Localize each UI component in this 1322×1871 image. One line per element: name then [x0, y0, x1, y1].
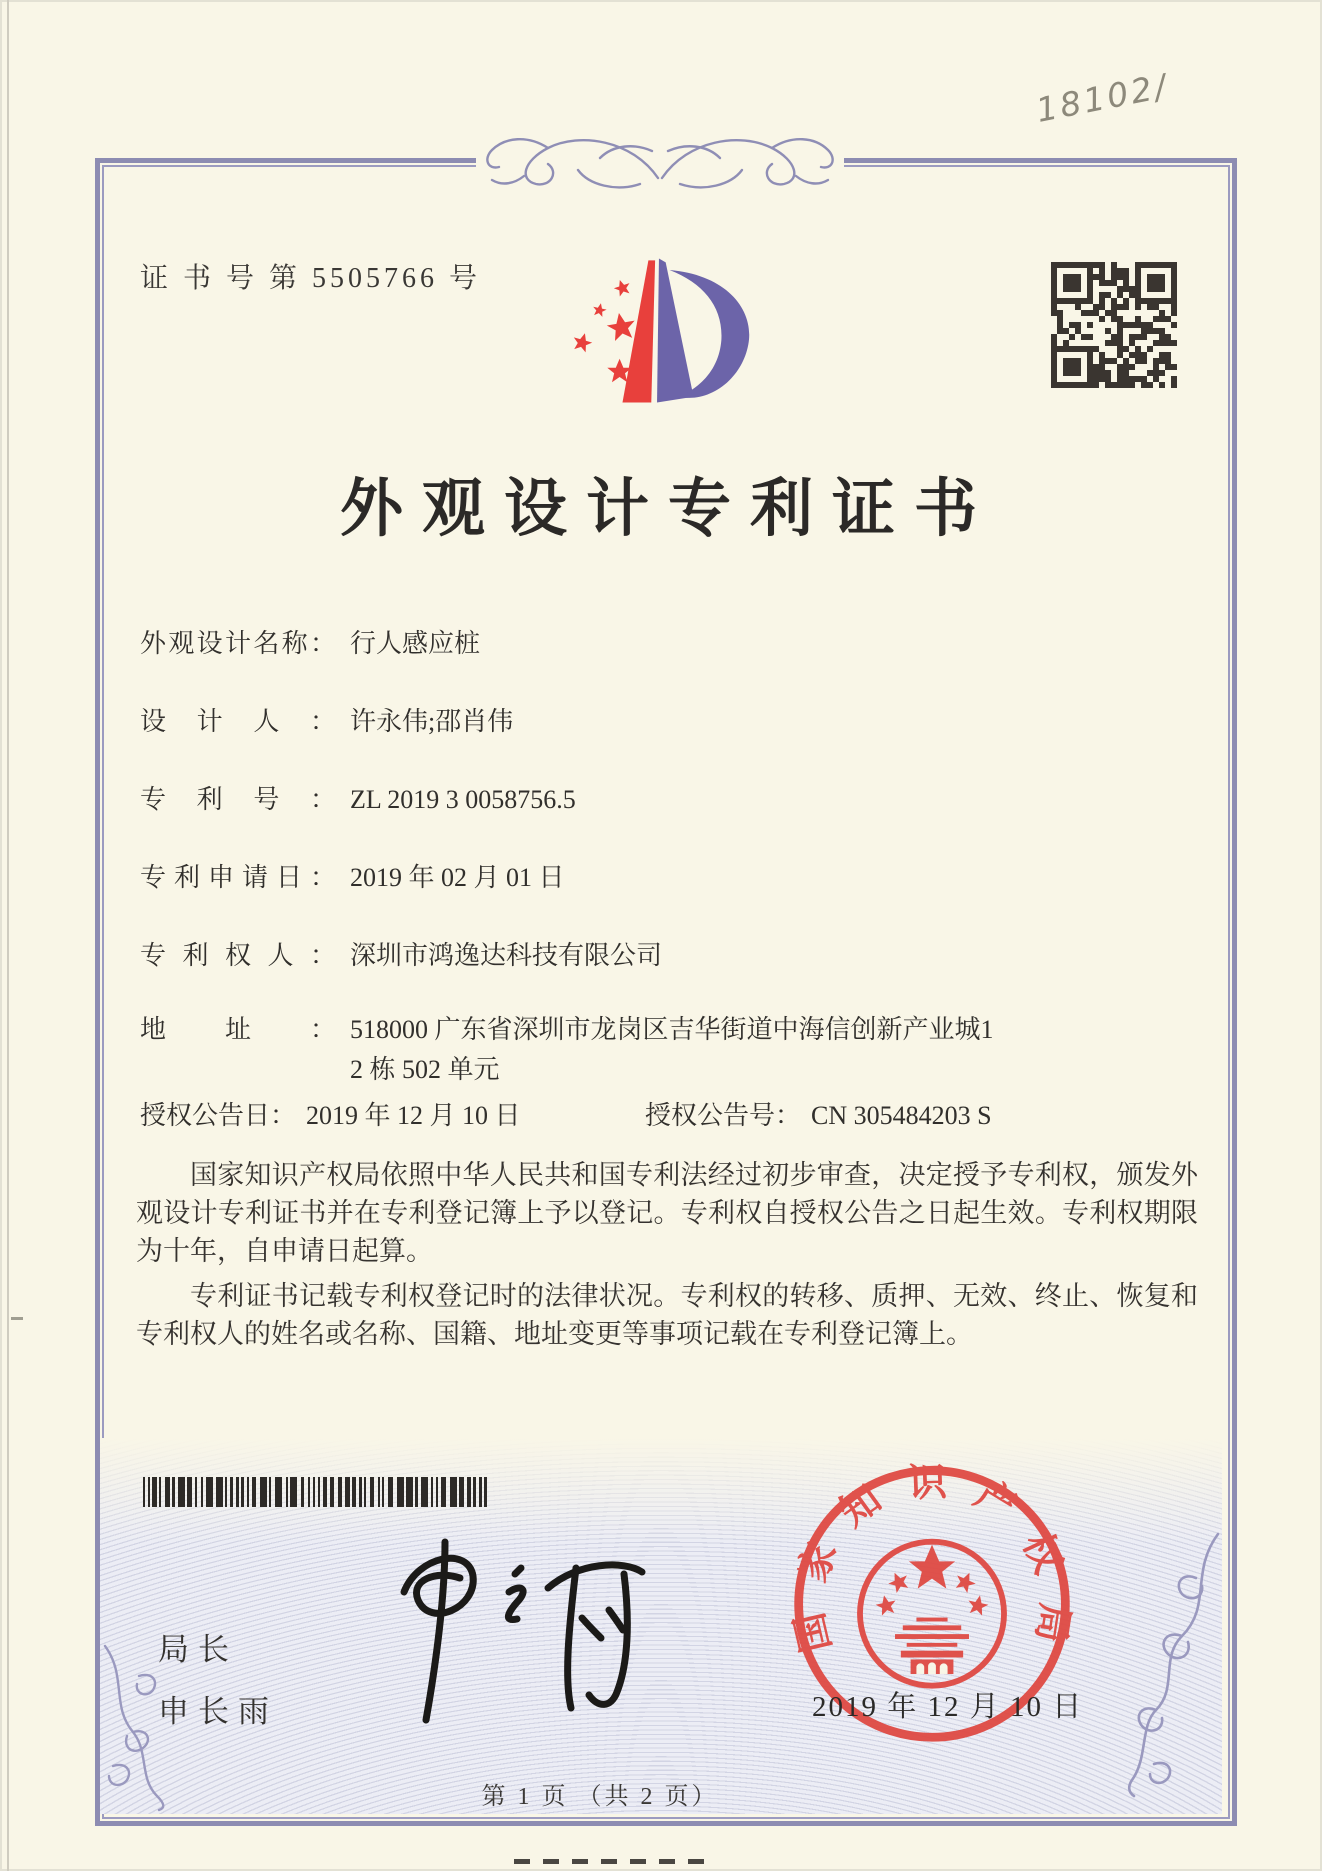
field-value: 深圳市鸿逸达科技有限公司 [350, 941, 663, 970]
certificate-title: 外观设计专利证书 [340, 474, 996, 544]
field-patent-number [140, 780, 576, 820]
scan-paper-edge [7, 0, 9, 1871]
field-label: 外观设计名称： [140, 629, 336, 658]
bottom-left-corner-flourish [99, 1636, 191, 1812]
seal-date: 2019 年 12 月 10 日 [812, 1691, 1084, 1723]
seal-ring-text: 国家知识产权局 [788, 1461, 1077, 1657]
bottom-edge-cutoff-text-fragment [514, 1859, 712, 1864]
certificate-number-line: 证 书 号 第 5505766 号 [140, 263, 482, 294]
field-designer [140, 702, 513, 742]
field-label: 专利权人： [140, 941, 336, 970]
field-label: 地址： [140, 1015, 336, 1044]
logo-stars [571, 277, 638, 382]
barcode [143, 1477, 501, 1507]
field-design-name [140, 624, 480, 664]
field-value: 行人感应桩 [350, 629, 481, 658]
field-grant-number [645, 1096, 992, 1136]
field-value: CN 305484203 S [811, 1101, 992, 1130]
scan-mark [11, 1317, 23, 1320]
legal-paragraph-2: 专利证书记载专利权登记时的法律状况。专利权的转移、质押、无效、终止、恢复和专利权人的姓名或名称、国籍、地址变更等事项记载在专利登记簿上。 [136, 1281, 1198, 1349]
top-border-flourish-ornament [428, 118, 892, 214]
field-label: 专利号： [140, 785, 336, 814]
legal-paragraph-1: 国家知识产权局依照中华人民共和国专利法经过初步审查，决定授予专利权，颁发外观设计专利证书并在专利登记簿上予以登记。专利权自授权公告之日起生效。专利权期限为十年，自申请日起算。 [136, 1160, 1198, 1266]
field-value: 2019 年 12 月 10 日 [306, 1101, 521, 1130]
field-value: ZL 2019 3 0058756.5 [350, 785, 576, 814]
field-label: 设计人： [140, 707, 336, 736]
field-filing-date [140, 858, 565, 898]
field-grant-row [140, 1096, 1200, 1136]
field-value: 许永伟;邵肖伟 [350, 707, 514, 736]
cnipa-logo [562, 250, 754, 410]
field-label: 专利申请日： [140, 863, 336, 892]
field-value: 2019 年 02 月 01 日 [350, 863, 565, 892]
field-value-line2: 2 栋 502 单元 [350, 1055, 500, 1084]
signatory-title: 局长 [158, 1632, 238, 1667]
qr-code [1051, 262, 1177, 388]
handwritten-archive-number: 18102/ [1032, 65, 1173, 130]
bottom-right-corner-flourish [1126, 1528, 1224, 1812]
page-indicator: 第 1 页 （共 2 页） [481, 1784, 719, 1810]
field-label: 授权公告号： [645, 1101, 802, 1130]
field-value-line1: 518000 广东省深圳市龙岗区吉华街道中海信创新产业城1 [350, 1015, 994, 1044]
signatory-name: 申长雨 [158, 1694, 278, 1729]
legal-text [136, 1156, 1198, 1353]
director-signature [318, 1532, 663, 1740]
field-address [140, 1010, 994, 1090]
field-patentee [140, 936, 662, 976]
field-label: 授权公告日： [140, 1101, 297, 1130]
